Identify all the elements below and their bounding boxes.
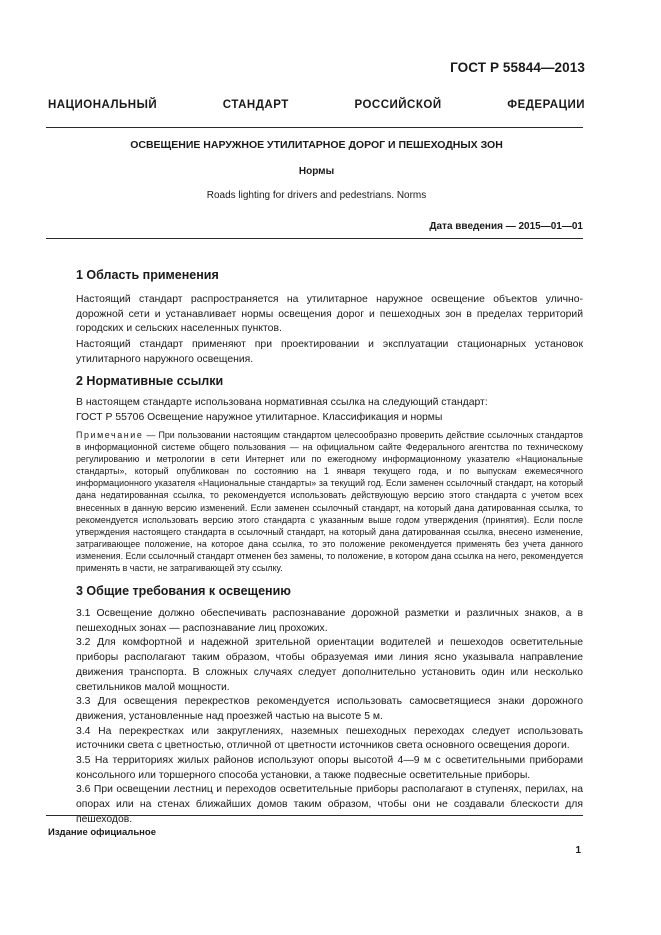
header-divider <box>46 127 583 128</box>
section-3-heading: 3 Общие требования к освещению <box>76 584 291 598</box>
clause-3-2: 3.2 Для комфортной и надежной зрительной ориентации водителей и пешеходов осветительные приборы располагают таким образом, чтобы образуемая ими линия ясно указывала направление движения транспорта. В сложных случаях следует дополнительно установить один или несколько светильников малой мощности. <box>76 637 583 693</box>
clause-3-4: 3.4 На перекрестках или закруглениях, наземных пешеходных переходах следует использовать источники света с цветностью, отличной от цветности источников света основного освещения дороги. <box>76 725 583 752</box>
document-code: ГОСТ Р 55844—2013 <box>450 60 585 75</box>
section-2-body <box>76 396 583 425</box>
clause-3-5: 3.5 На территориях жилых районов используют опоры высотой 4—9 м с осветительными приборами консольного или торшерного способа установки, а также подвесные осветительные приборы. <box>76 755 583 781</box>
clause-3-1: 3.1 Освещение должно обеспечивать распознавание дорожной разметки и различных знаков, а в пешеходных зонах — распознавание лиц прохожих. <box>76 608 583 634</box>
section-1-paragraph-1: Настоящий стандарт распространяется на утилитарное наружное освещение объектов улично-дорожной сети и устанавливает нормы освещения дорог и пешеходных зон в пределах территорий городских и сельских населенных пунктов. <box>76 294 583 335</box>
clause-3-3: 3.3 Для освещения перекрестков рекомендуется использовать самосветящиеся знаки дорожного движения, установленные над проезжей частью на высоте 5 м. <box>76 696 583 722</box>
section-1-paragraph-2: Настоящий стандарт применяют при проектировании и эксплуатации стационарных установок утилитарного наружного освещения. <box>76 339 583 365</box>
document-title: ОСВЕЩЕНИЕ НАРУЖНОЕ УТИЛИТАРНОЕ ДОРОГ И ПЕШЕХОДНЫХ ЗОН <box>130 139 503 151</box>
page-number: 1 <box>575 845 581 856</box>
edition-label: Издание официальное <box>48 827 156 838</box>
footer-divider <box>46 815 583 816</box>
document-subtitle: Нормы <box>298 166 335 177</box>
date-divider <box>46 238 583 239</box>
national-standard-banner: НАЦИОНАЛЬНЫЙ СТАНДАРТ РОССИЙСКОЙ ФЕДЕРАЦИИ <box>48 99 585 111</box>
english-title: Roads lighting for drivers and pedestrians. Norms <box>206 190 427 201</box>
clause-3-6: 3.6 При освещении лестниц и переходов осветительные приборы располагают в ступенях, перилах, на опорах или на стенах ближайших домов таким образом, чтобы они не создавали блескости для пешеходов. <box>76 784 583 825</box>
section-1-heading: 1 Область применения <box>76 268 219 282</box>
section-3-body <box>76 607 583 828</box>
reference-gost-55706: ГОСТ Р 55706 Освещение наружное утилитарное. Классификация и нормы <box>76 411 443 423</box>
note-label: Примечание <box>76 430 144 440</box>
effective-date: Дата введения — 2015—01—01 <box>429 221 583 232</box>
section-1-body <box>76 293 583 368</box>
section-2-heading: 2 Нормативные ссылки <box>76 374 224 388</box>
reference-note <box>76 429 583 574</box>
note-text: — При пользовании настоящим стандартом целесообразно проверить действие ссылочных стандартов в информационной системе общего пользования — на официальном сайте Федерального агентства по техническому регулированию и метрологии в сети Интернет или по ежегодному информационному указателю «Национальные стандарты», который опубликован по состоянию на 1 января текущего года, и по выпускам ежемесячного информационного указателя «Национальные стандарты» за текущий год. Если заменен ссылочный стандарт, на который дана недатированная ссылка, то рекомендуется использовать действующую версию этого стандарта с учетом всех внесенных в данную версию изменений. Если заменен ссылочный стандарт, на который дана датированная ссылка, то рекомендуется использовать версию этого стандарта с указанным выше годом утверждения (принятия). Если после утверждения настоящего стандарта в ссылочный стандарт, на который дана датированная ссылка, внесено изменение, затрагивающее положение, на которое дана ссылка, то это положение рекомендуется применять без учета данного изменения. Если ссылочный стандарт отменен без замены, то положение, в котором дана ссылка на него, рекомендуется применять в части, не затрагивающей эту ссылку. <box>76 430 583 574</box>
section-2-paragraph-1: В настоящем стандарте использована нормативная ссылка на следующий стандарт: <box>76 397 488 408</box>
